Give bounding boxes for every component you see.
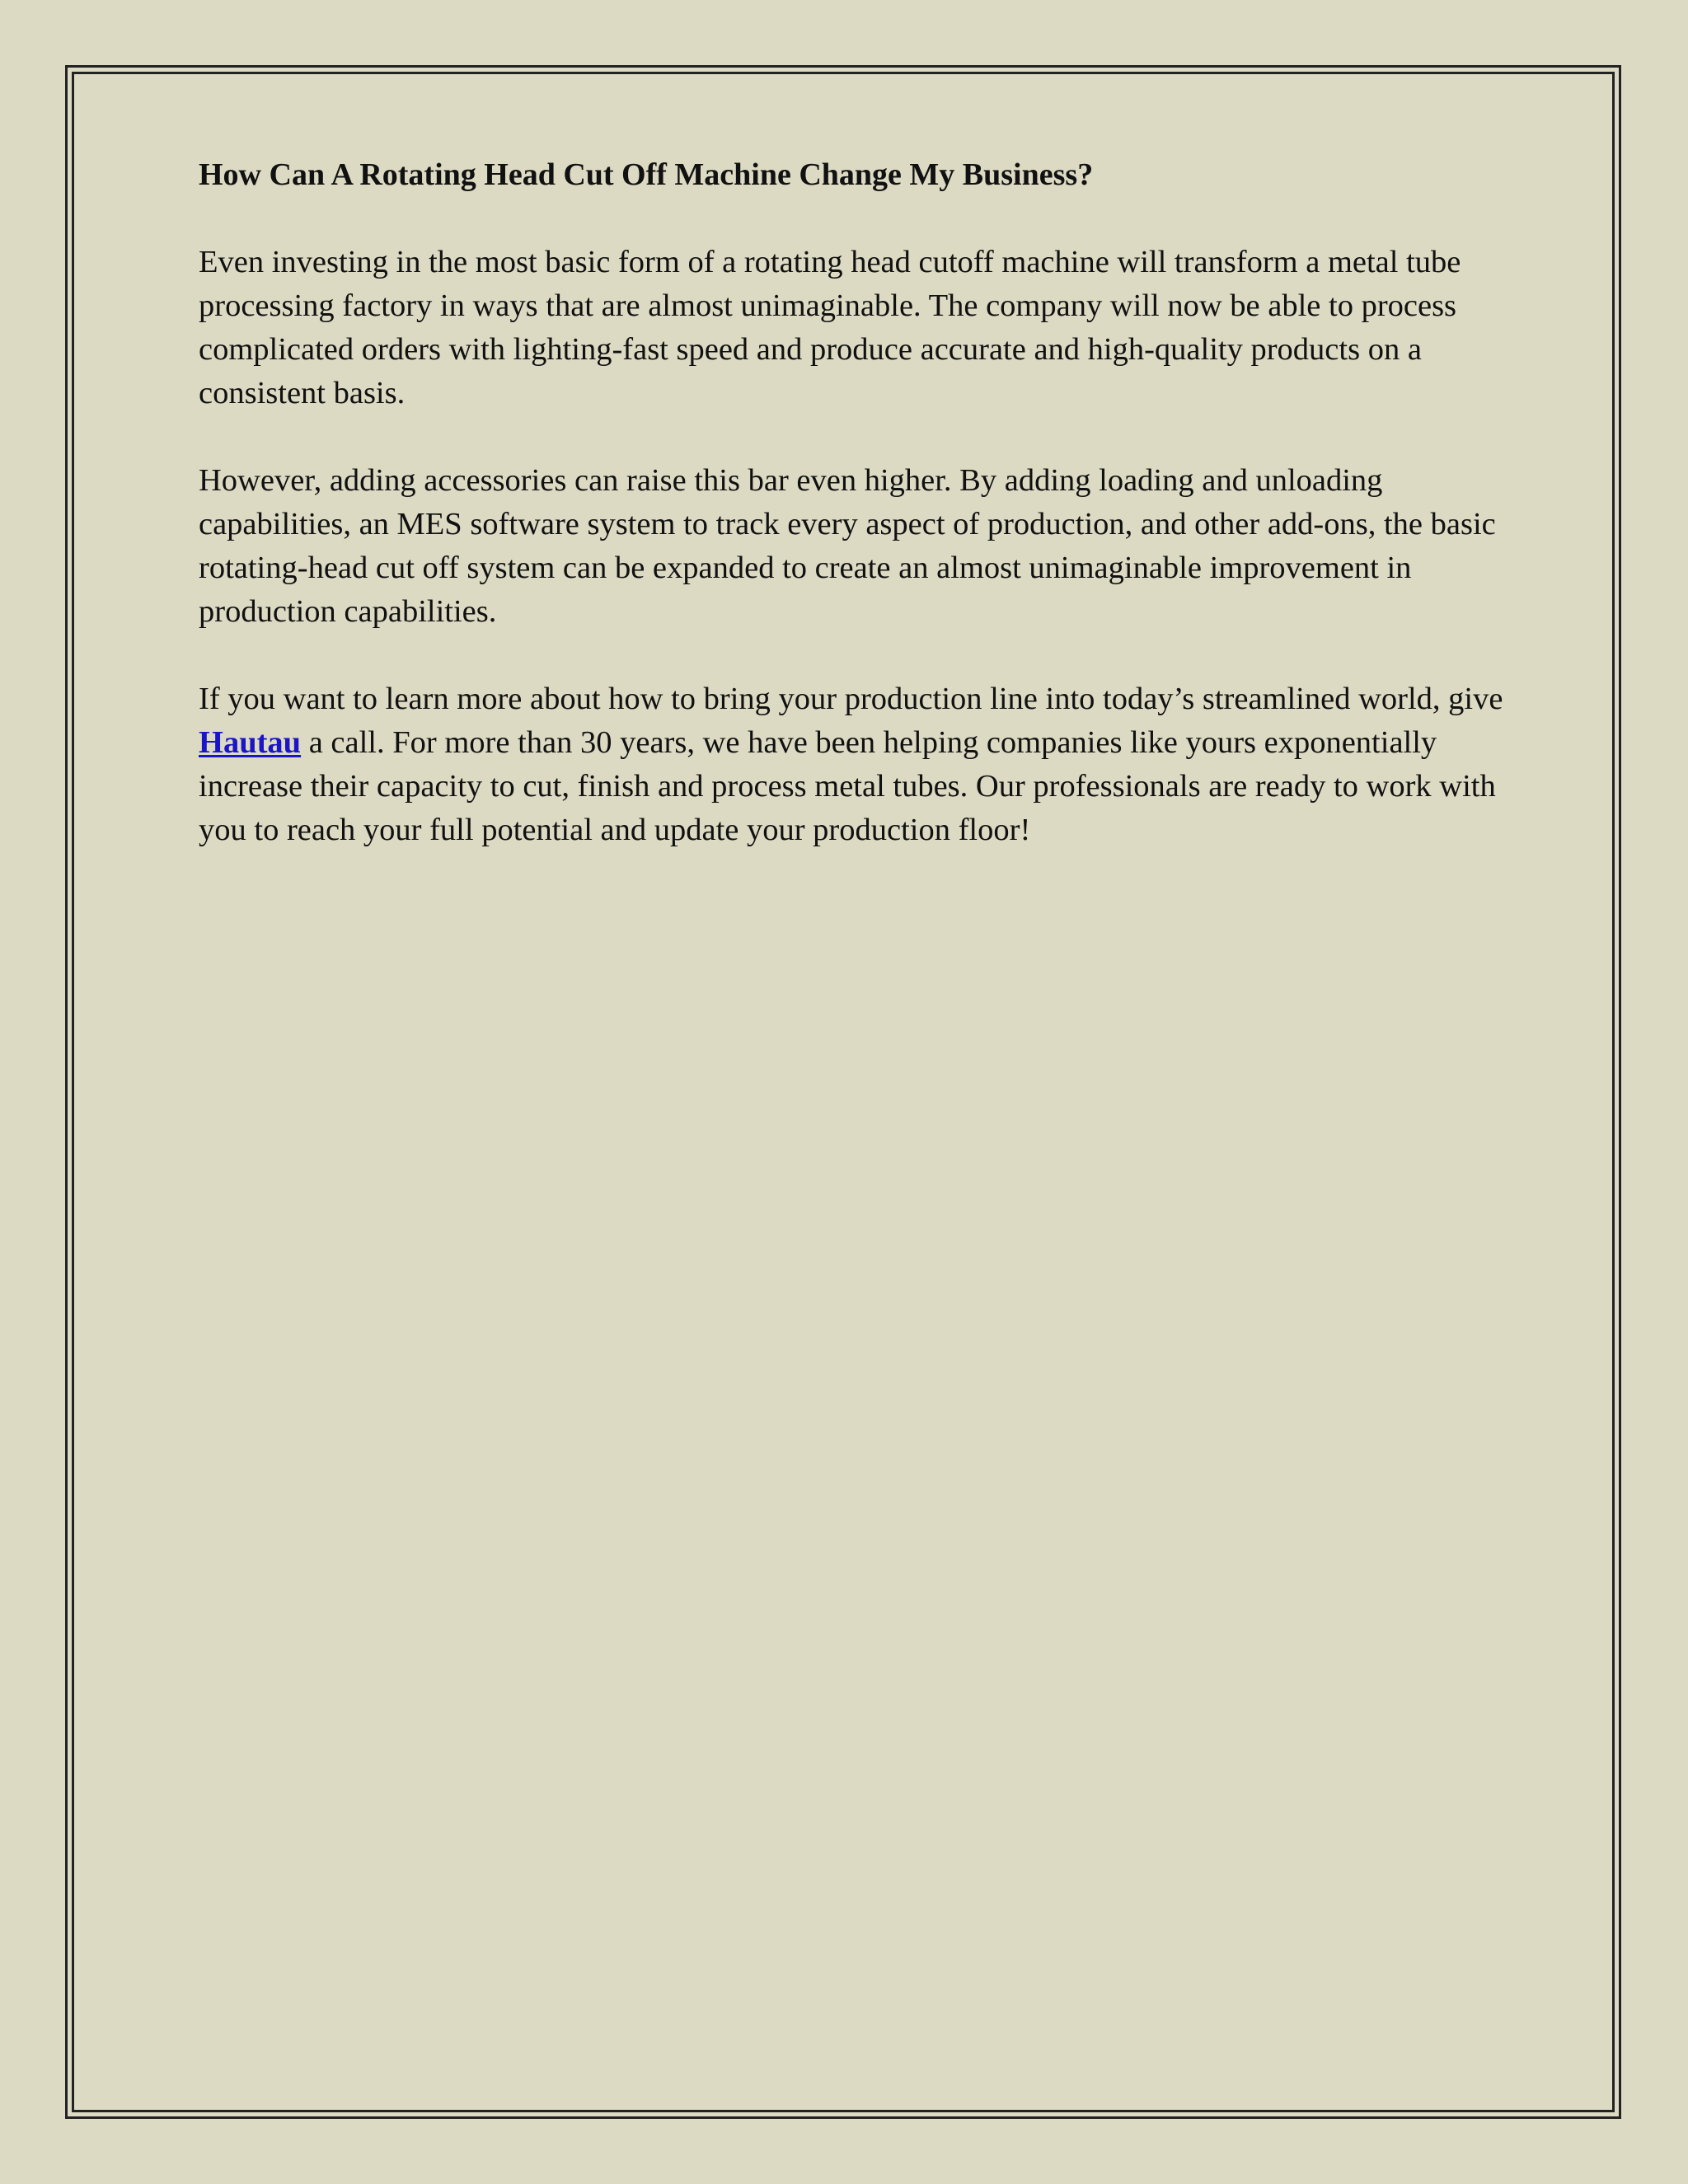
paragraph-2: However, adding accessories can raise this bar even higher. By adding loading and unloading capabilities, an MES software system to track every aspect of production, and other add-ons, the basic rotating-head cut off system can be expanded to create an almost unimaginable improvement in production capabilities. <box>199 463 1496 629</box>
document-body <box>199 153 1534 896</box>
paragraph-3-before-link: If you want to learn more about how to bring your production line into today’s streamlined world, give <box>199 682 1503 716</box>
hautau-link[interactable]: Hautau <box>199 725 302 760</box>
paragraph-1: Even investing in the most basic form of a rotating head cutoff machine will transform a metal tube processing factory in ways that are almost unimaginable. The company will now be able to process complicated orders with lighting-fast speed and produce accurate and high-quality products on a consistent basis. <box>199 245 1461 410</box>
paragraph-3 <box>199 677 1534 852</box>
paragraph-3-after-link: a call. For more than 30 years, we have been helping companies like yours exponentially increase their capacity to cut, finish and process metal tubes. Our professionals are ready to work with you to reach your full potential and update your production floor! <box>199 725 1496 847</box>
document-title: How Can A Rotating Head Cut Off Machine Change My Business? <box>199 157 1094 192</box>
